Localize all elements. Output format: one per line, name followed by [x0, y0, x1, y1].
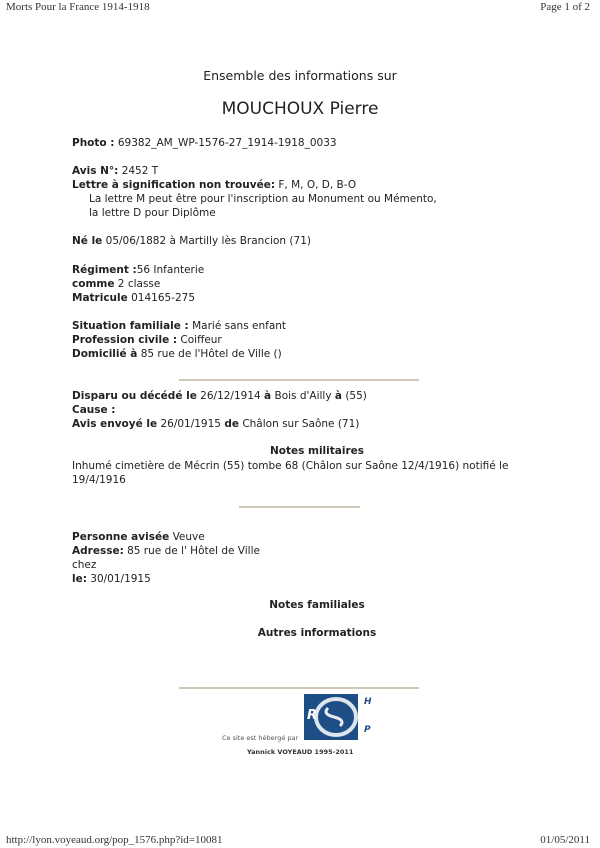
avis-envoye-de: de	[224, 418, 239, 430]
profession-label: Profession civile :	[72, 334, 178, 346]
autres-informations-title: Autres informations	[257, 627, 377, 639]
print-footer-date: 01/05/2011	[540, 834, 590, 846]
disparu-line	[72, 389, 367, 403]
domicile-line	[72, 347, 282, 361]
host-logo-p: P	[364, 725, 371, 735]
avis-envoye-label: Avis envoyé le	[72, 418, 158, 430]
avis-line	[72, 164, 158, 178]
notes-militaires-line-1: Inhumé cimetière de Mécrin (55) tombe 68 (Châlon sur Saône 12/4/1916) notifié le	[72, 460, 509, 472]
notes-militaires-title: Notes militaires	[269, 445, 365, 457]
domicile-value: 85 rue de l'Hôtel de Ville ()	[140, 348, 282, 360]
avis-label: Avis N°:	[72, 165, 119, 177]
avis-envoye-line	[72, 417, 359, 431]
comme-value: 2 classe	[117, 278, 161, 290]
profession-value: Coiffeur	[180, 334, 222, 346]
author-credit: Yannick VOYEAUD 1995-2011	[247, 748, 354, 756]
le-value: 30/01/1915	[90, 573, 151, 585]
le-label: le:	[72, 573, 87, 585]
situation-value: Marié sans enfant	[192, 320, 287, 332]
hosting-text: Ce site est hébergé par	[222, 734, 299, 742]
avis-envoye-place: Châlon sur Saône (71)	[242, 418, 360, 430]
notes-familiales-title: Notes familiales	[269, 599, 365, 611]
disparu-date: 26/12/1914	[200, 390, 261, 402]
comme-line	[72, 277, 160, 291]
profession-line	[72, 333, 222, 347]
lettre-note-2: la lettre D pour Diplôme	[89, 207, 216, 219]
lettre-value: F, M, O, D, B-O	[278, 179, 357, 191]
person-name: MOUCHOUX Pierre	[221, 99, 379, 119]
matricule-label: Matricule	[72, 292, 128, 304]
photo-value: 69382_AM_WP-1576-27_1914-1918_0033	[117, 137, 337, 149]
host-logo-r: R	[307, 708, 318, 723]
birth-place: Martilly lès Brancion (71)	[179, 235, 311, 247]
print-header-page: Page 1 of 2	[540, 1, 590, 13]
chez-label: chez	[72, 559, 97, 571]
page-heading: Ensemble des informations sur	[203, 68, 397, 83]
matricule-line	[72, 291, 195, 305]
disparu-dept: (55)	[345, 390, 367, 402]
birth-line	[72, 234, 311, 248]
regiment-label: Régiment :	[72, 264, 137, 276]
adresse-value: 85 rue de l' Hôtel de Ville	[127, 545, 260, 557]
personne-label: Personne avisée	[72, 531, 170, 543]
birth-label: Né le	[72, 235, 103, 247]
situation-line	[72, 319, 286, 333]
divider-1	[179, 379, 419, 381]
le-line	[72, 572, 151, 586]
regiment-line	[72, 263, 204, 277]
disparu-label: Disparu ou décédé le	[72, 390, 197, 402]
adresse-label: Adresse:	[72, 545, 124, 557]
birth-a: à	[169, 235, 176, 247]
notes-militaires-line-2: 19/4/1916	[72, 474, 126, 486]
personne-value: Veuve	[172, 531, 205, 543]
matricule-value: 014165-275	[131, 292, 196, 304]
lettre-label: Lettre à signification non trouvée:	[72, 179, 276, 191]
avis-envoye-date: 26/01/1915	[160, 418, 221, 430]
domicile-label: Domicilié à	[72, 348, 138, 360]
cause-label: Cause :	[72, 404, 116, 416]
disparu-a2: à	[334, 390, 342, 402]
avis-value: 2452 T	[121, 165, 159, 177]
print-footer-url: http://lyon.voyeaud.org/pop_1576.php?id=10081	[6, 834, 223, 846]
regiment-value: 56 Infanterie	[136, 264, 205, 276]
photo-label: Photo :	[72, 137, 115, 149]
divider-3	[179, 687, 419, 689]
photo-line	[72, 136, 337, 150]
birth-date: 05/06/1882	[105, 235, 167, 247]
comme-label: comme	[72, 278, 115, 290]
divider-2	[239, 506, 360, 508]
lettre-note-1: La lettre M peut être pour l'inscription au Monument ou Mémento,	[89, 193, 437, 205]
situation-label: Situation familiale :	[72, 320, 189, 332]
host-logo-h: H	[364, 697, 372, 707]
disparu-a: à	[264, 390, 272, 402]
adresse-line	[72, 544, 260, 558]
disparu-place: Bois d'Ailly	[274, 390, 332, 402]
personne-line	[72, 530, 205, 544]
print-header-title: Morts Pour la France 1914-1918	[6, 1, 150, 13]
lettre-line	[72, 178, 356, 192]
